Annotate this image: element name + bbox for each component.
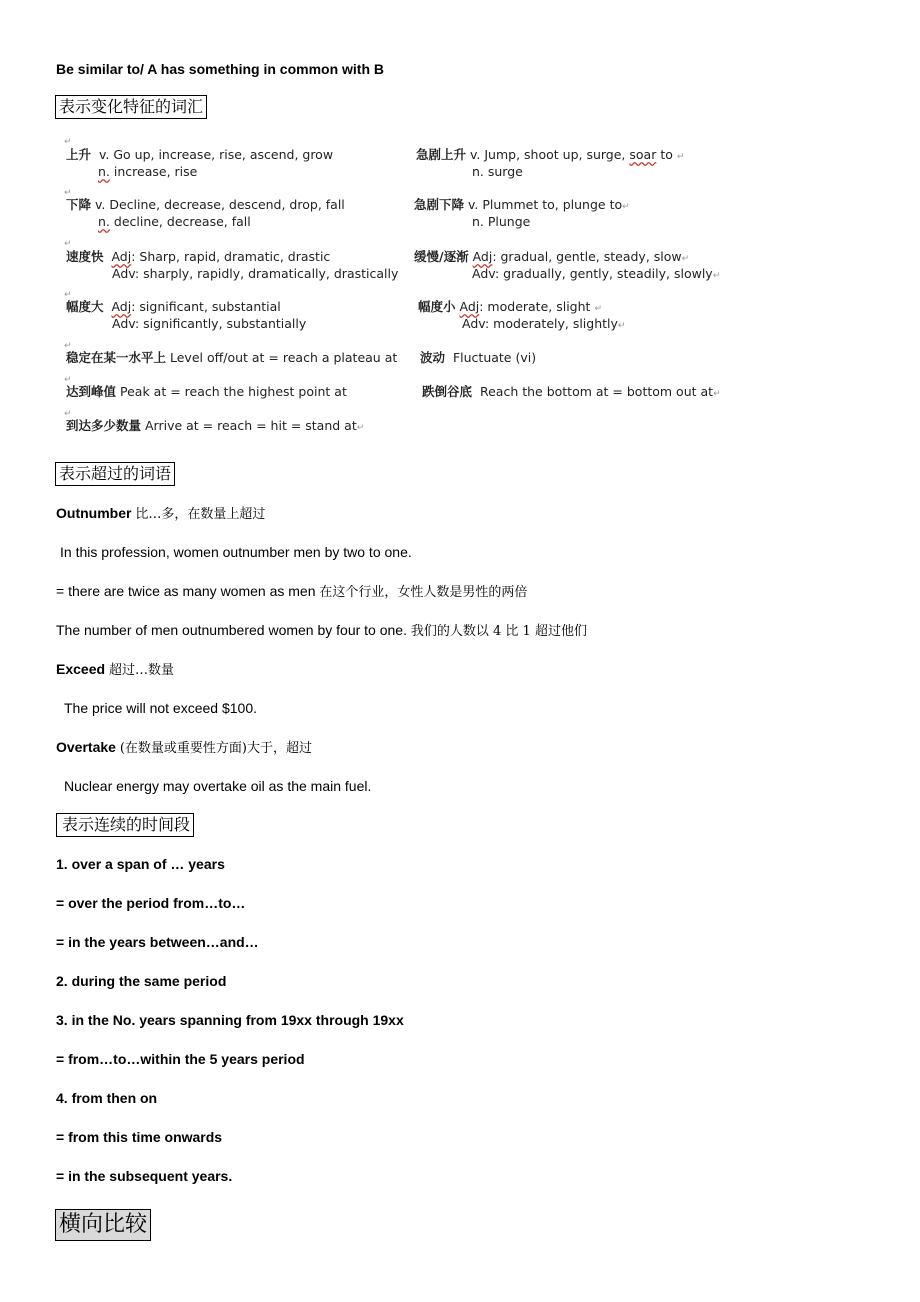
example-4: The price will not exceed $100. [64,700,257,716]
period-item: = over the period from…to… [56,895,246,911]
vocab-small-adv: Adv: moderately, slightly↵ [462,316,626,331]
vocab-term: 上升 [66,147,92,162]
overtake-line: Overtake (在数量或重要性方面)大于，超过 [56,739,312,756]
example-2: = there are twice as many women as men 在这个行业，女性人数是男性的两倍 [56,583,528,600]
example-3: The number of men outnumbered women by four to one. 我们的人数以 4 比 1 超过他们 [56,622,587,639]
vocab-jump: 急剧上升 v. Jump, shoot up, surge, soar to ↵ [416,147,685,162]
section-heading-exceed: 表示超过的词语 [55,462,175,486]
section-heading-change: 表示变化特征的词汇 [55,95,207,119]
period-item: = from this time onwards [56,1129,223,1145]
vocab-rise: 上升 v. Go up, increase, rise, ascend, grow [66,147,334,162]
vocab-big-adv: Adv: significantly, substantially [112,316,307,331]
intro-line: Be similar to/ A has something in common with B [56,61,385,77]
period-item: 2. during the same period [56,973,227,989]
vocab-fast-adv: Adv: sharply, rapidly, dramatically, drastically [112,266,399,281]
vocab-slow: 缓慢/逐渐 Adj: gradual, gentle, steady, slow↵ [414,249,690,264]
example-1: In this profession, women outnumber men by two to one. [60,544,412,560]
period-item: = in the years between…and… [56,934,259,950]
vocab-big: 幅度大 Adj: significant, substantial [66,299,281,314]
section-heading-period: 表示连续的时间段 [56,813,194,837]
vocab-plateau: 稳定在某一水平上 Level off/out at = reach a plateau at [66,350,398,365]
period-item: = from…to…within the 5 years period [56,1051,305,1067]
vocab-fluctuate: 波动 Fluctuate (vi) [420,350,537,365]
vocab-small: 幅度小 Adj: moderate, slight ↵ [418,299,602,314]
example-5: Nuclear energy may overtake oil as the main fuel. [64,778,372,794]
vocab-peak: 达到峰值 Peak at = reach the highest point at [66,384,347,399]
vocab-plummet: 急剧下降 v. Plummet to, plunge to↵ [414,197,630,212]
period-item: 4. from then on [56,1090,158,1106]
vocab-rise-noun: n. increase, rise [98,164,198,179]
vocab-fall-noun: n. decline, decrease, fall [98,214,251,229]
vocab-arrive: 到达多少数量 Arrive at = reach = hit = stand at↵ [66,418,365,433]
outnumber-line: Outnumber 比…多，在数量上超过 [56,505,266,522]
vocab-fall: 下降 v. Decline, decrease, descend, drop, fall [66,197,345,212]
vocab-bottom: 跌倒谷底 Reach the bottom at = bottom out at↵ [422,384,721,399]
period-item: 1. over a span of … years [56,856,225,872]
period-item: 3. in the No. years spanning from 19xx through 19xx [56,1012,404,1028]
vocab-fast: 速度快 Adj: Sharp, rapid, dramatic, drastic [66,249,331,264]
vocab-plummet-noun: n. Plunge [472,214,531,229]
vocab-slow-adv: Adv: gradually, gently, steadily, slowly↵ [472,266,721,281]
period-item: = in the subsequent years. [56,1168,233,1184]
vocab-jump-noun: n. surge [472,164,523,179]
exceed-line: Exceed 超过…数量 [56,661,174,678]
vocab-image: ↵ 上升 v. Go up, increase, rise, ascend, grow n. increase, rise 急剧上升 v. Jump, shoot up, surge, soar to ↵ n. surge ↵ 下降 v. Decline, decrease, descend, drop, fall n. decline, decrease, fall 急剧下降 v. Plummet to, plunge to↵ n. Plunge ↵ 速度快 Adj: Sharp, rapid, dramatic, drastic Adv: sharply, rapidly, dramatically, drastically 缓慢/逐渐 Adj: gradual, gentle, steady, slow↵ Adv: gradually, gently, steadily, slowly↵ ↵ 幅度大 Adj: significant, substantial Adv: significantly, substantially 幅度小 Adj: moderate, slight ↵ Adv: moderately, slightly↵ ↵ 稳定在某一水平上 Level off/out at = reach a plateau at 波动 Fluctuate (vi) ↵ 达到峰值 Peak at = reach the highest point at 跌倒谷底 Reach the bottom at = bottom out at↵ ↵ 到达多少数量 Arrive at = reach = hit = stand at↵ [0,0,920,440]
section-heading-horizontal: 横向比较 [55,1209,151,1241]
